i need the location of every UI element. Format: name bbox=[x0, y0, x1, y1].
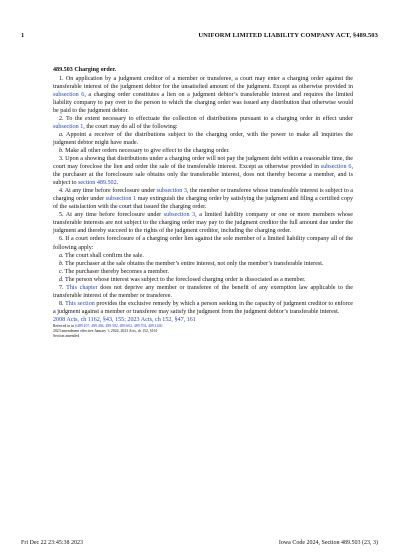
text: Appoint a receiver of the distributions subject to the charging order, with the power to make all inquiries the judgment debtor might have made. bbox=[53, 131, 353, 146]
text: The court shall confirm the sale. bbox=[63, 252, 144, 259]
subsection-6: 6. If a court orders foreclosure of a charging order lien against the sole member of a limited liability company all of the following apply: bbox=[53, 236, 353, 251]
text: The person whose interest was subject to the foreclosed charging order is dissociated as a member. bbox=[63, 276, 306, 283]
subsection-7 bbox=[53, 284, 353, 300]
link-subsection-3[interactable]: subsection 3 bbox=[156, 188, 187, 195]
text: 8. bbox=[59, 300, 66, 307]
text: 5. At any time before foreclosure under bbox=[59, 212, 164, 219]
link-subsection-1[interactable]: subsection 1 bbox=[105, 196, 137, 203]
text: 3. Upon a showing that distributions under a charging order will not pay the judgment debt within a reasonable time, the court may foreclose the lien and order the sale of the transferable interest. Except as otherwise provided in bbox=[53, 156, 353, 171]
text: , the court may do all of the following: bbox=[83, 123, 178, 130]
text: may extinguish the charging order by satisfying the judgment and filing a certified copy of the satisfaction with the court that issued the charging order. bbox=[53, 196, 354, 211]
subsection-8 bbox=[53, 300, 353, 316]
link-this-section[interactable]: This section bbox=[65, 300, 95, 307]
paragraph-2a bbox=[53, 131, 353, 147]
para-letter: b. bbox=[59, 147, 64, 154]
subsection-3 bbox=[53, 155, 353, 187]
link-subsection-3[interactable]: subsection 3 bbox=[163, 212, 196, 219]
text: Make all other orders necessary to give effect to the charging order. bbox=[63, 147, 230, 154]
referred-links[interactable]: §489.107, 489.404, 489.502, 489.602, 489.702, 489.1440 bbox=[75, 324, 163, 329]
footer-code-ref: Iowa Code 2024, Section 489.503 (23, 3) bbox=[278, 540, 378, 546]
history-citation[interactable]: 2008 Acts, ch 1162, §43, 155; 2023 Acts, ch 152, §47, 161 bbox=[53, 317, 196, 324]
link-this-chapter[interactable]: This chapter bbox=[66, 284, 98, 291]
subsection-2 bbox=[53, 115, 353, 131]
section-body bbox=[53, 66, 353, 339]
section-heading: 489.503 Charging order. bbox=[53, 67, 117, 73]
link-section-489-502[interactable]: section 489.502 bbox=[78, 180, 117, 187]
link-subsection-6[interactable]: subsection 6 bbox=[320, 164, 352, 171]
paragraph-6d bbox=[53, 276, 353, 284]
para-letter: d. bbox=[59, 276, 64, 283]
para-letter: a. bbox=[59, 252, 64, 259]
paragraph-6c bbox=[53, 268, 353, 276]
subsection-5 bbox=[53, 211, 353, 235]
amended-note: Section amended bbox=[53, 334, 80, 339]
paragraph-6a bbox=[53, 252, 353, 260]
page-footer bbox=[21, 539, 378, 548]
para-letter: b. bbox=[59, 260, 64, 267]
text: , a charging order constitutes a lien on a judgment debtor’s transferable interest and requires the limited liability company to pay over to the person to which the charging order was issued any distribution that otherwise would be paid to the judgment debtor. bbox=[53, 91, 354, 114]
link-subsection-6[interactable]: subsection 6 bbox=[53, 91, 85, 98]
link-subsection-1[interactable]: subsection 1 bbox=[53, 123, 84, 130]
para-letter: c. bbox=[59, 268, 64, 275]
text: , a limited liability company or one or more members whose transferable interests are not subject to the charging order may pay to the judgment creditor the full amount due under the judgment and thereby succeed to the rights of the judgment creditor, including the charging order. bbox=[53, 212, 353, 235]
paragraph-6b bbox=[53, 260, 353, 268]
text: , the member or transferee whose transferable interest is subject to a charging order under bbox=[53, 188, 354, 203]
text: . bbox=[116, 180, 119, 187]
running-title: UNIFORM LIMITED LIABILITY COMPANY ACT, §489.503 bbox=[198, 32, 378, 39]
text: The purchaser at the sale obtains the member’s entire interest, not only the member’s transferable interest. bbox=[63, 260, 324, 267]
text: 1. On application by a judgment creditor of a member or transferee, a court may enter a charging order against the transferable interest of the judgment debtor for the unsatisfied amount of the judgment. Except as otherwise provided in bbox=[53, 75, 353, 90]
text: 7. bbox=[59, 284, 67, 291]
para-letter: a. bbox=[59, 131, 64, 138]
subsection-4 bbox=[53, 187, 353, 211]
page-number: 1 bbox=[21, 32, 25, 39]
subsection-1 bbox=[53, 75, 353, 115]
text: Referred to in bbox=[53, 324, 76, 329]
text: The purchaser thereby becomes a member. bbox=[63, 268, 169, 275]
page-header bbox=[21, 31, 378, 41]
text: 2. To the extent necessary to effectuate the collection of distributions pursuant to a charging order in effect under bbox=[59, 115, 353, 122]
text: , the purchaser at the foreclosure sale obtains only the transferable interest, does not thereby become a member, and is subject to bbox=[53, 164, 353, 187]
text: provides the exclusive remedy by which a person seeking in the capacity of judgment creditor to enforce a judgment against a member or transferee may satisfy the judgment from the judgment debtor’s transferable interest. bbox=[53, 300, 354, 315]
text: does not deprive any member or transferee of the benefit of any exemption law applicable to the transferable interest of the member or transferee. bbox=[53, 284, 353, 299]
text: 4. At any time before foreclosure under bbox=[59, 188, 157, 195]
amendment-note: 2023 amendment effective January 1, 2024; 2023 Acts, ch 152, §161 bbox=[53, 329, 158, 334]
footer-timestamp: Fri Dec 22 23:45:38 2023 bbox=[21, 540, 83, 546]
paragraph-2b bbox=[53, 147, 353, 155]
